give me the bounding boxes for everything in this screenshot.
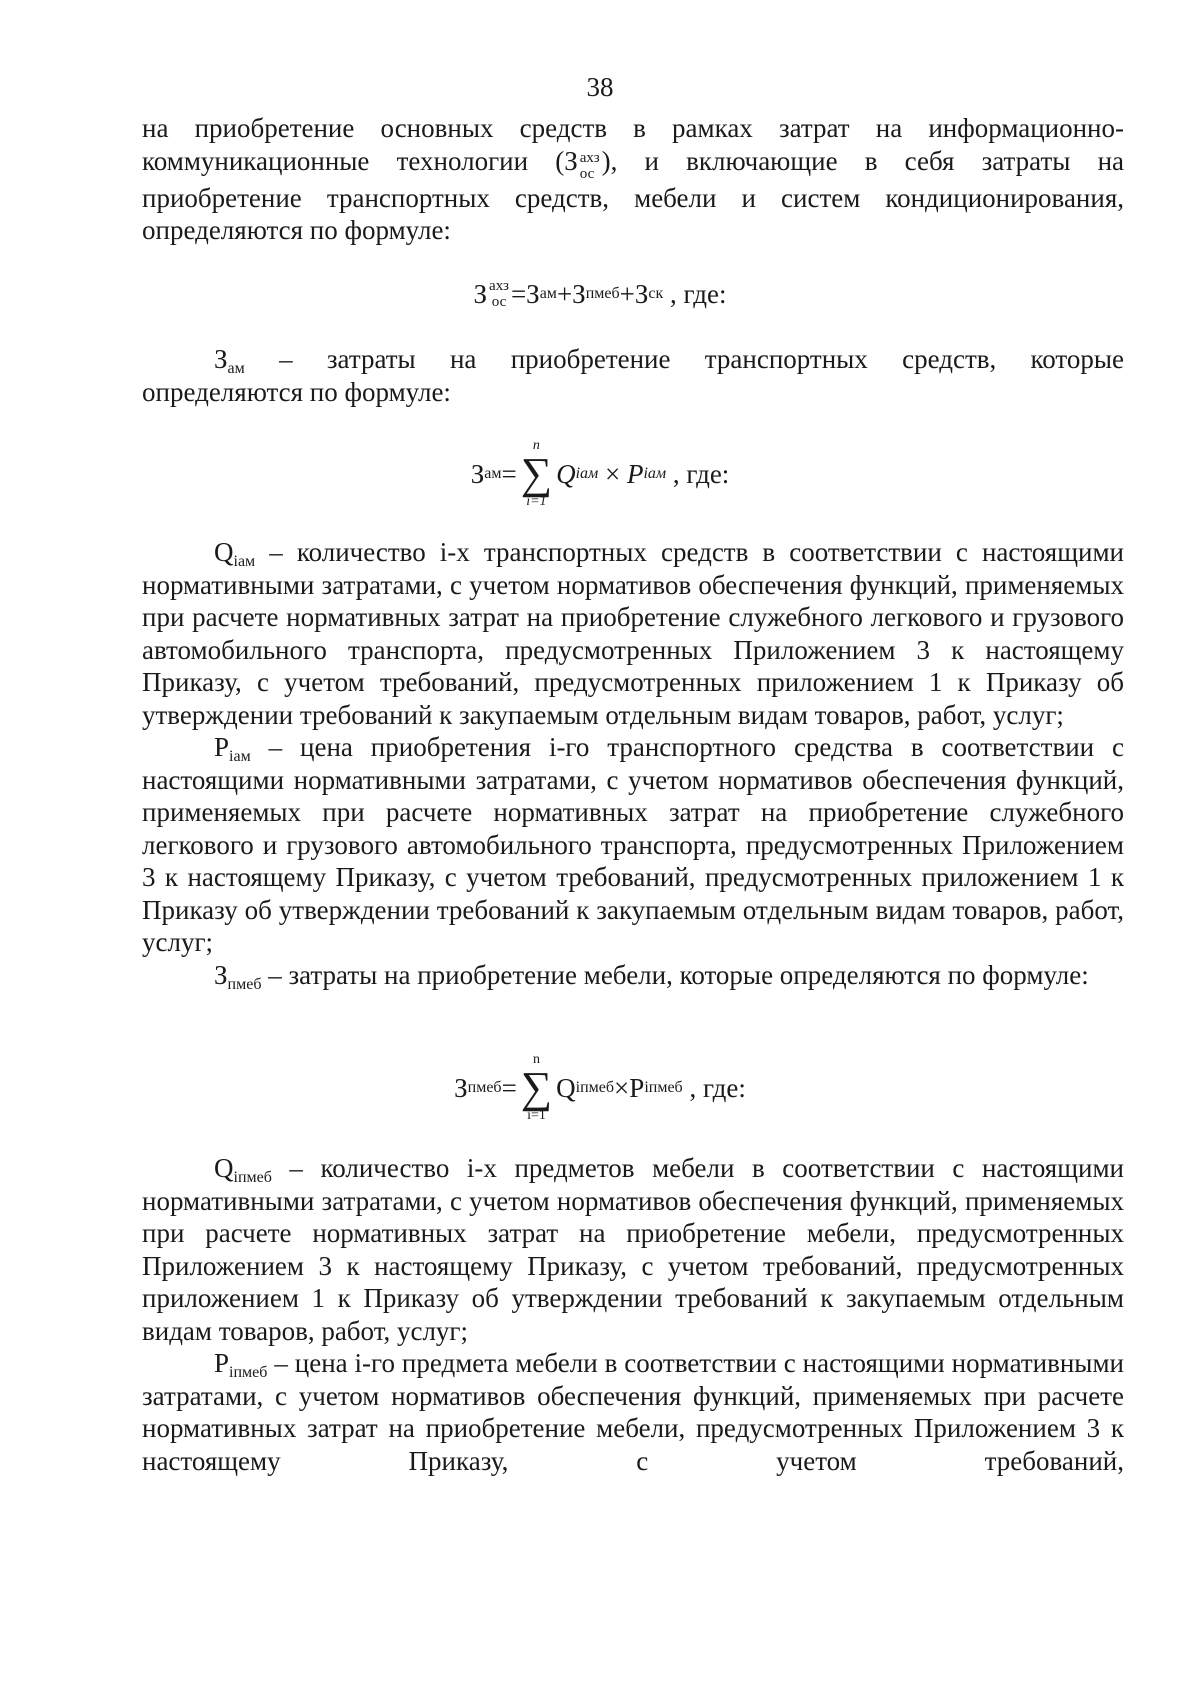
page-number: 38 xyxy=(586,72,614,102)
intro-line-4: определяются по формуле: xyxy=(142,215,451,246)
formula-zpmeb: З пмеб = n ∑ i=1 Q iпмеб × P iпмеб , где: xyxy=(454,1052,746,1123)
qipmeb-definition: $Q_{iпмеб}$ – количество i-х предметов мебели в соответствии с настоящими нормативными затратами, с учетом нормативов обеспечения функций, применяемых при расчете нормативных затрат на приобретение мебели, предусмотренных Приложением 3 к настоящему Приказу, с учетом требований, предусмотренных приложением 1 к Приказу об утверждении требований к закупаемым отдельным видам товаров, работ, услуг; xyxy=(142,1153,1124,1346)
intro-paragraph xyxy=(142,112,1124,247)
z-os-axz-symbol: З ахз ос xyxy=(564,145,600,182)
zam-definition: $З_{ам}$ – затраты на приобретение транспортных средств, которые определяются по формуле: xyxy=(142,344,1124,407)
formula-zam: З ам = n ∑ i=1 Q iам × P iам , где: xyxy=(470,438,730,509)
qiam-definition: $Q_{iам}$ – количество i-х транспортных средств в соответствии с настоящими нормативными затратами, с учетом нормативов обеспечения функций, применяемых при расчете нормативных затрат на приобретение служебного легкового и грузового автомобильного транспорта, предусмотренных Приложением 3 к настоящему Приказу, с учетом требований, предусмотренных приложением 1 к Приказу об утверждении требований к закупаемым отдельным видам товаров, работ, услуг; xyxy=(142,537,1124,730)
formula-total: З ахз ос = З ам + З пмеб + З ск , где: xyxy=(473,278,727,310)
definitions-furniture xyxy=(142,1152,1124,1477)
pipmeb-definition: $P_{iпмеб}$ – цена i-го предмета мебели в соответствии с настоящими нормативными затратами, с учетом нормативов обеспечения функций, применяемых при расчете нормативных затрат на приобретение мебели, предусмотренных Приложением 3 к настоящему Приказу, с учетом требований, xyxy=(142,1348,1124,1476)
zpmeb-definition: $З_{пмеб}$ – затраты на приобретение мебели, которые определяются по формуле: xyxy=(214,959,1089,993)
definitions-transport xyxy=(142,536,1124,991)
sum-symbol: n ∑ i=1 xyxy=(520,1052,553,1123)
intro-line-3: приобретение транспортных средств, мебели и систем кондиционирования, xyxy=(142,182,1124,213)
sum-symbol: n ∑ i=1 xyxy=(520,438,553,509)
intro-line-2: коммуникационные технологии (З ахз ос ), и включающие в себя затраты на xyxy=(142,145,1124,182)
intro-line-1: на приобретение основных средств в рамках затрат на информационно- xyxy=(142,113,1124,143)
piam-definition: $P_{iам}$ – цена приобретения i-го транспортного средства в соответствии с настоящими нормативными затратами, с учетом нормативов обеспечения функций, применяемых при расчете нормативных затрат на приобретение служебного легкового и грузового автомобильного транспорта, предусмотренных Приложением 3 к настоящему Приказу, с учетом требований, предусмотренных приложением 1 к Приказу об утверждении требований к закупаемым отдельным видам товаров, работ, услуг; xyxy=(142,732,1124,957)
